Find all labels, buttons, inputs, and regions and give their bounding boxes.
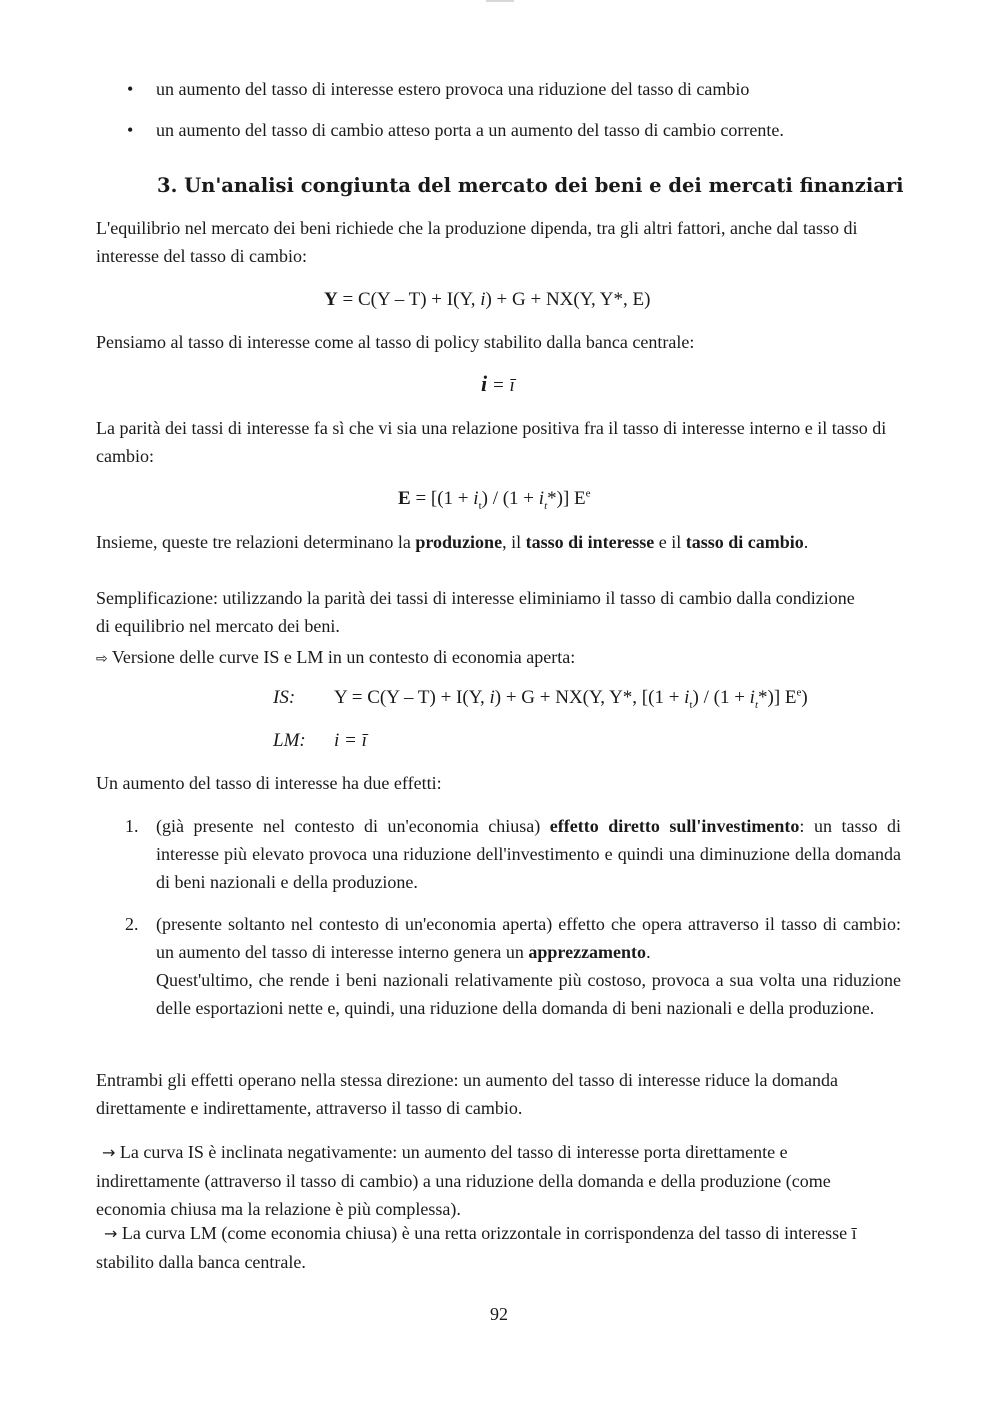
eq-var: i bbox=[749, 687, 755, 708]
arrow-icon: ⇨ bbox=[96, 651, 108, 667]
header-mark bbox=[486, 0, 514, 2]
paragraph-interest-parity: La parità dei tassi di interesse fa sì che vi sia una relazione positiva fra il tasso di interesse interno e il tasso di cambio: bbox=[96, 418, 887, 466]
eq-var: i bbox=[473, 488, 479, 509]
text-run: La curva LM (come economia chiusa) è una retta orizzontale in corrispondenza del tasso di interesse ī stabilito dalla banca centrale. bbox=[96, 1223, 857, 1272]
eq-part: ) / (1 + bbox=[692, 687, 750, 708]
eq-part: ) + G + NX(Y, Y*, E) bbox=[485, 289, 651, 310]
list-item-1 bbox=[156, 812, 901, 896]
equation-is bbox=[334, 684, 808, 712]
equation-policy-rate bbox=[481, 370, 515, 400]
eq-part: Y = C(Y – T) + I(Y, bbox=[334, 687, 490, 708]
eq-var: i bbox=[489, 687, 495, 708]
text-run: : un tasso di interesse più elevato provoca una riduzione dell'investimento e quindi una diminuzione della domanda di beni nazionali e della produzione. bbox=[156, 816, 901, 892]
text-run: Quest'ultimo, che rende i beni nazionali relativamente più costoso, provoca a sua volta una riduzione delle esportazioni nette e, quindi, una riduzione della domanda di beni nazionali e della produzione. bbox=[156, 970, 901, 1018]
text-run: La curva IS è inclinata negativamente: un aumento del tasso di interesse porta direttamente e indirettamente (attraverso il tasso di cambio) a una riduzione della domanda e della produzione (come economia chiusa ma la relazione è più complessa). bbox=[96, 1142, 831, 1219]
list-item-2 bbox=[156, 910, 901, 1022]
eq-superscript: e bbox=[585, 487, 591, 500]
eq-label: IS: bbox=[273, 687, 296, 708]
eq-part: = C(Y – T) + I(Y, bbox=[337, 289, 481, 310]
paragraph-same-direction: Entrambi gli effetti operano nella stessa direzione: un aumento del tasso di interesse riduce la domanda direttamente e indirettamente, attraverso il tasso di cambio. bbox=[96, 1070, 838, 1118]
text-run: . bbox=[646, 942, 651, 962]
eq-part: = [(1 + bbox=[410, 488, 474, 509]
eq-var: i bbox=[480, 289, 486, 310]
paragraph-lm-curve bbox=[96, 1219, 886, 1276]
eq-lhs: i bbox=[481, 371, 488, 396]
paragraph-two-effects: Un aumento del tasso di interesse ha due effetti: bbox=[96, 773, 442, 793]
eq-part: *)] E bbox=[758, 687, 797, 708]
arrow-icon: → bbox=[104, 1224, 118, 1243]
eq-subscript: t bbox=[478, 499, 482, 512]
text-run: e il bbox=[654, 532, 686, 552]
lm-label bbox=[273, 727, 306, 755]
eq-lhs: Y bbox=[324, 289, 338, 310]
text-run: . bbox=[803, 532, 809, 552]
text-run: Insieme, queste tre relazioni determinano la bbox=[96, 532, 416, 552]
page-number: 92 bbox=[490, 1304, 508, 1324]
bullet-dot: • bbox=[127, 120, 134, 140]
bold-term: produzione bbox=[415, 532, 503, 552]
eq-var: i bbox=[538, 488, 545, 509]
eq-part: *)] E bbox=[547, 488, 586, 509]
eq-part: ) + G + NX(Y, Y*, [(1 + bbox=[494, 687, 685, 708]
text-run: (presente soltanto nel contesto di un'economia aperta) effetto che opera attraverso il tasso di cambio: un aumento del tasso di interesse interno genera un bbox=[156, 914, 901, 962]
paragraph-is-curve bbox=[96, 1138, 886, 1223]
equation-lm: i = ī bbox=[334, 730, 367, 751]
paragraph-policy-rate: Pensiamo al tasso di interesse come al tasso di policy stabilito dalla banca centrale: bbox=[96, 332, 695, 352]
paragraph-three-relations bbox=[96, 528, 906, 556]
bullet-item-1: un aumento del tasso di interesse estero provoca una riduzione del tasso di cambio bbox=[156, 79, 750, 99]
arrow-icon: → bbox=[102, 1143, 116, 1162]
bold-term: effetto diretto sull'investimento bbox=[549, 816, 800, 836]
eq-subscript: t bbox=[754, 698, 759, 711]
bold-term: tasso di interesse bbox=[525, 532, 655, 552]
eq-superscript: e bbox=[796, 686, 802, 699]
eq-subscript: t bbox=[544, 499, 548, 512]
text-run: (già presente nel contesto di un'economia chiusa) bbox=[156, 816, 550, 836]
text-run: Versione delle curve IS e LM in un contesto di economia aperta: bbox=[107, 647, 576, 667]
eq-part: ) / (1 + bbox=[481, 488, 539, 509]
bullet-item-2: un aumento del tasso di cambio atteso porta a un aumento del tasso di cambio corrente. bbox=[156, 120, 784, 140]
bold-term: apprezzamento bbox=[528, 942, 647, 962]
paragraph-goods-market: L'equilibrio nel mercato dei beni richiede che la produzione dipenda, tra gli altri fattori, anche dal tasso di interesse del tasso di cambio: bbox=[96, 218, 858, 266]
is-label bbox=[273, 684, 295, 712]
eq-rhs: = ī bbox=[487, 375, 515, 396]
list-number: 1. bbox=[125, 816, 139, 836]
eq-label: LM: bbox=[273, 730, 306, 751]
eq-lhs: E bbox=[398, 488, 411, 509]
bullet-dot: • bbox=[127, 79, 134, 99]
text-run: , il bbox=[502, 532, 526, 552]
equation-interest-parity bbox=[398, 485, 591, 513]
eq-subscript: t bbox=[689, 698, 693, 711]
paragraph-simplification: Semplificazione: utilizzando la parità dei tassi di interesse eliminiamo il tasso di cambio dalla condizione di equilibrio nel mercato dei beni. bbox=[96, 588, 855, 636]
eq-part: ) bbox=[801, 687, 808, 708]
paragraph-open-economy-curves bbox=[96, 643, 575, 673]
eq-var: i bbox=[684, 687, 690, 708]
bold-term: tasso di cambio bbox=[685, 532, 804, 552]
section-heading: 3. Un'analisi congiunta del mercato dei beni e dei mercati finanziari bbox=[157, 174, 904, 197]
list-number: 2. bbox=[125, 914, 139, 934]
equation-goods-market bbox=[324, 286, 650, 314]
